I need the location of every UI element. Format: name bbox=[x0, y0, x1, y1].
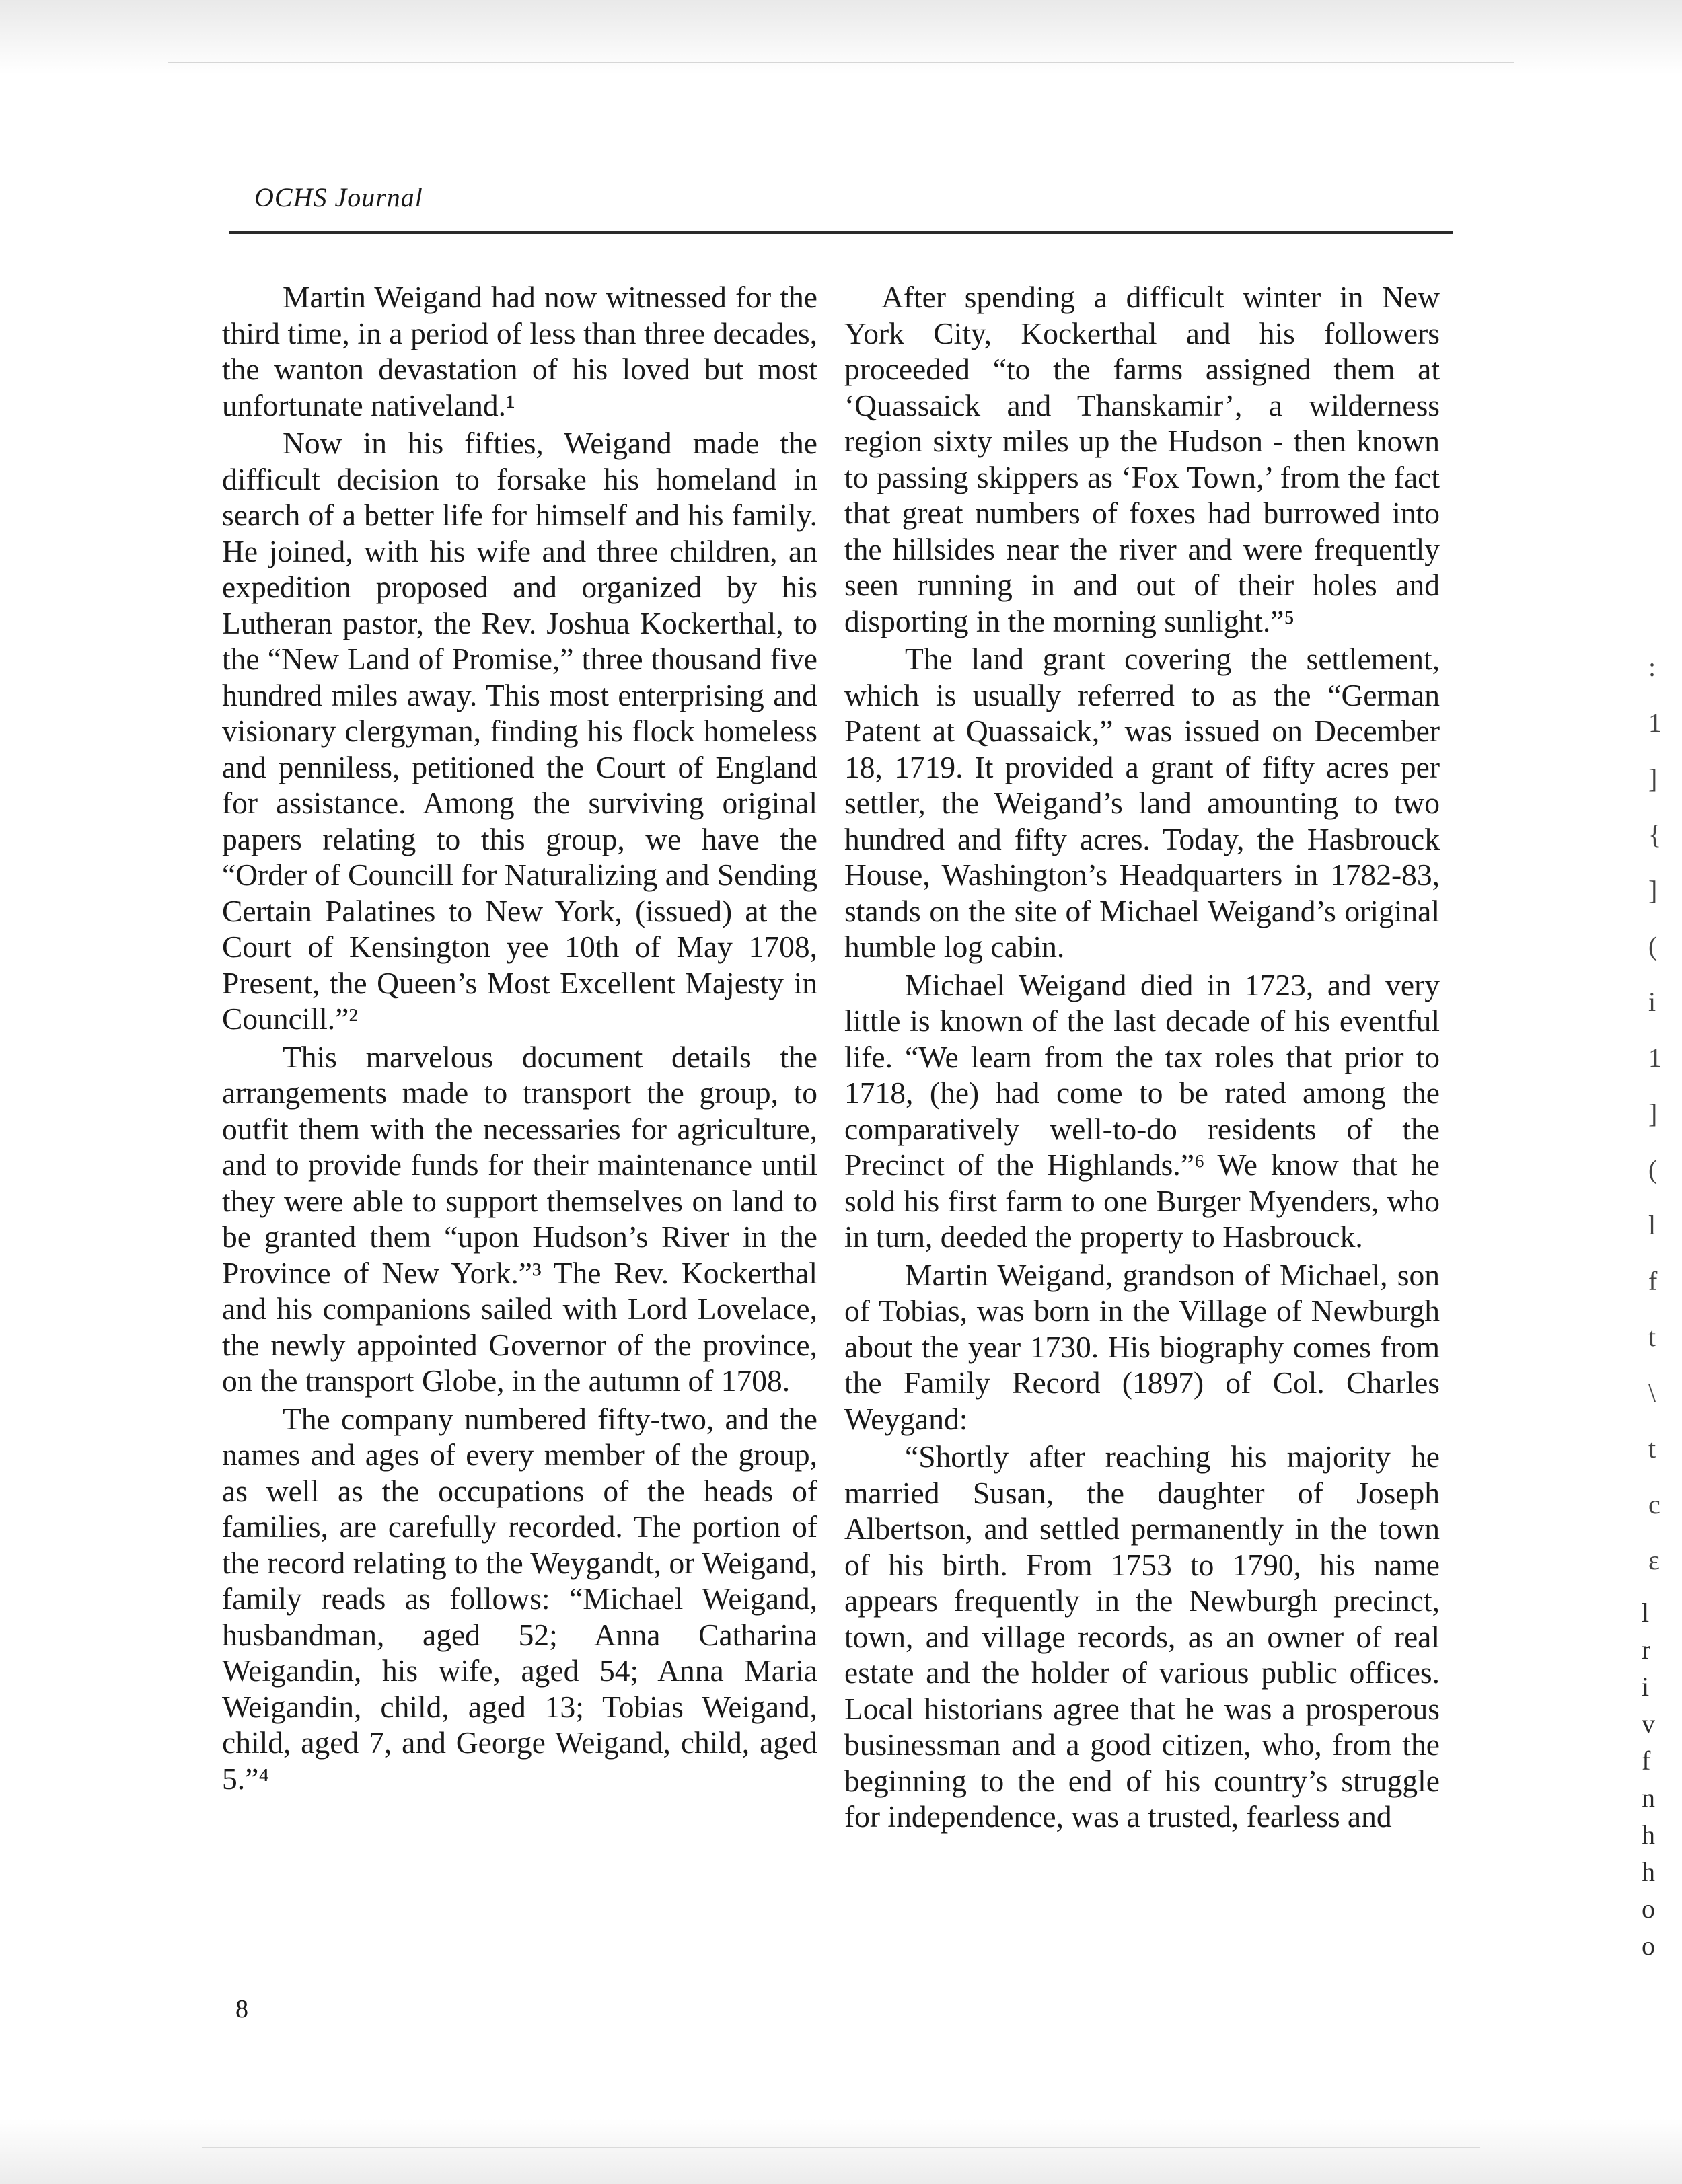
edge-mark: f bbox=[1648, 1266, 1658, 1296]
edge-mark: ( bbox=[1648, 1154, 1658, 1184]
edge-mark: \ bbox=[1648, 1378, 1656, 1408]
paragraph: Martin Weigand, grandson of Michael, son of Tobias, was born in the Village of Newburgh about the year 1730. His biography comes from the Family Record (1897) of Col. Charles Weygand: bbox=[844, 1257, 1440, 1436]
edge-mark: i bbox=[1648, 987, 1656, 1017]
page-number: 8 bbox=[235, 1995, 248, 2023]
scan-artifact-line bbox=[202, 2147, 1480, 2148]
paragraph: “Shortly after reaching his majority he married Susan, the daughter of Joseph Albertson, and settled permanently in the town of his birth. From 1753 to 1790, his name appears frequently in the Newburgh precinct, town, and village records, as an owner of real estate and the holder of various public offices. Local historians agree that he was a prosperous businessman and a good citizen, who, from the beginning to the end of his country’s struggle for independence, was a trusted, fearless and bbox=[844, 1439, 1440, 1834]
edge-mark: { bbox=[1648, 819, 1662, 850]
edge-mark: : bbox=[1648, 652, 1656, 682]
right-column bbox=[844, 279, 1440, 1837]
paragraph: This marvelous document details the arrangements made to transport the group, to outfit them with the necessaries for agriculture, and to provide funds for their maintenance until they were able to support themselves on land to be granted them “upon Hudson’s River in the Province of New York.”³ The Rev. Kockerthal and his companions sailed with Lord Lovelace, the newly appointed Governor of the province, on the transport Globe, in the autumn of 1708. bbox=[222, 1039, 817, 1398]
paragraph: The company numbered fifty-two, and the names and ages of every member of the group, as well as the occupations of the heads of families, are carefully recorded. The portion of the record relating to the Weygandt, or Weigand, family reads as follows: “Michael Weigand, husbandman, aged 52; Anna Catharina Weigandin, his wife, aged 54; Anna Maria Weigandin, child, aged 13; Tobias Weigand, child, aged 7, and George Weigand, child, aged 5.”⁴ bbox=[222, 1401, 817, 1796]
edge-letter: r bbox=[1642, 1634, 1651, 1665]
edge-mark: c bbox=[1648, 1489, 1660, 1519]
edge-mark: ] bbox=[1648, 763, 1658, 794]
paragraph: The land grant covering the settlement, which is usually referred to as the “German Patent at Quassaick,” was issued on December 18, 1719. It provided a grant of fifty acres per settler, the Weigand’s land amounting to two hundred and fifty acres. Today, the Hasbrouck House, Washington’s Headquarters in 1782-83, stands on the site of Michael Weigand’s original humble log cabin. bbox=[844, 642, 1440, 964]
paragraph: Now in his fifties, Weigand made the difficult decision to forsake his homeland in search of a better life for himself and his family. He joined, with his wife and three children, an expedition proposed and organized by his Lutheran pastor, the Rev. Joshua Kockerthal, to the “New Land of Promise,” three thousand five hundred miles away. This most enterprising and visionary clergyman, finding his flock homeless and penniless, petitioned the Court of England for assistance. Among the surviving original papers relating to this group, we have the “Order of Councill for Naturalizing and Sending Certain Palatines to New York, (issued) at the Court of Kensington yee 10th of May 1708, Present, the Queen’s Most Excellent Majesty in Councill.”² bbox=[222, 426, 817, 1036]
paragraph: Michael Weigand died in 1723, and very little is known of the last decade of his eventful life. “We learn from the tax roles that prior to 1718, (he) had come to be rated among the comparatively well-to-do residents of the Precinct of the Highlands.”⁶ We know that he sold his first farm to one Burger Myenders, who in turn, deeded the property to Hasbrouck. bbox=[844, 967, 1440, 1254]
paragraph: After spending a difficult winter in New York City, Kockerthal and his followers proceeded “to the farms assigned them at ‘Quassaick and Thanskamir’, a wilderness region sixty miles up the Hudson - then known to passing skippers as ‘Fox Town,’ from the fact that great numbers of foxes had burrowed into the hillsides near the river and were frequently seen running in and out of their holes and disporting in the morning sunlight.”⁵ bbox=[844, 280, 1440, 638]
edge-mark: t bbox=[1648, 1433, 1656, 1464]
edge-mark: ] bbox=[1648, 1098, 1658, 1129]
edge-mark: ε bbox=[1648, 1545, 1660, 1575]
edge-letter: h bbox=[1642, 1819, 1655, 1850]
scan-artifact-line bbox=[168, 62, 1514, 63]
facing-page-edge-letters bbox=[1642, 1594, 1669, 1964]
edge-mark: l bbox=[1648, 1210, 1656, 1240]
edge-letter: o bbox=[1642, 1930, 1655, 1961]
left-column bbox=[222, 279, 817, 1799]
edge-mark: 1 bbox=[1648, 1043, 1662, 1073]
edge-letter: o bbox=[1642, 1893, 1655, 1924]
edge-letter: i bbox=[1642, 1671, 1650, 1702]
edge-letter: h bbox=[1642, 1856, 1655, 1887]
scan-shadow-bottom bbox=[0, 2119, 1682, 2184]
paragraph: Martin Weigand had now witnessed for the third time, in a period of less than three decades, the wanton devastation of his loved but most unfortunate nativeland.¹ bbox=[222, 280, 817, 422]
edge-letter: n bbox=[1642, 1782, 1655, 1813]
edge-mark: 1 bbox=[1648, 708, 1662, 738]
edge-mark: t bbox=[1648, 1322, 1656, 1352]
edge-letter: l bbox=[1642, 1597, 1650, 1628]
edge-letter: v bbox=[1642, 1708, 1655, 1739]
header-rule bbox=[229, 231, 1453, 234]
journal-header-title: OCHS Journal bbox=[254, 182, 423, 213]
edge-letter: f bbox=[1642, 1745, 1651, 1776]
edge-mark: ( bbox=[1648, 931, 1658, 961]
edge-mark: ] bbox=[1648, 875, 1658, 905]
facing-page-edge-marks bbox=[1648, 639, 1669, 1588]
